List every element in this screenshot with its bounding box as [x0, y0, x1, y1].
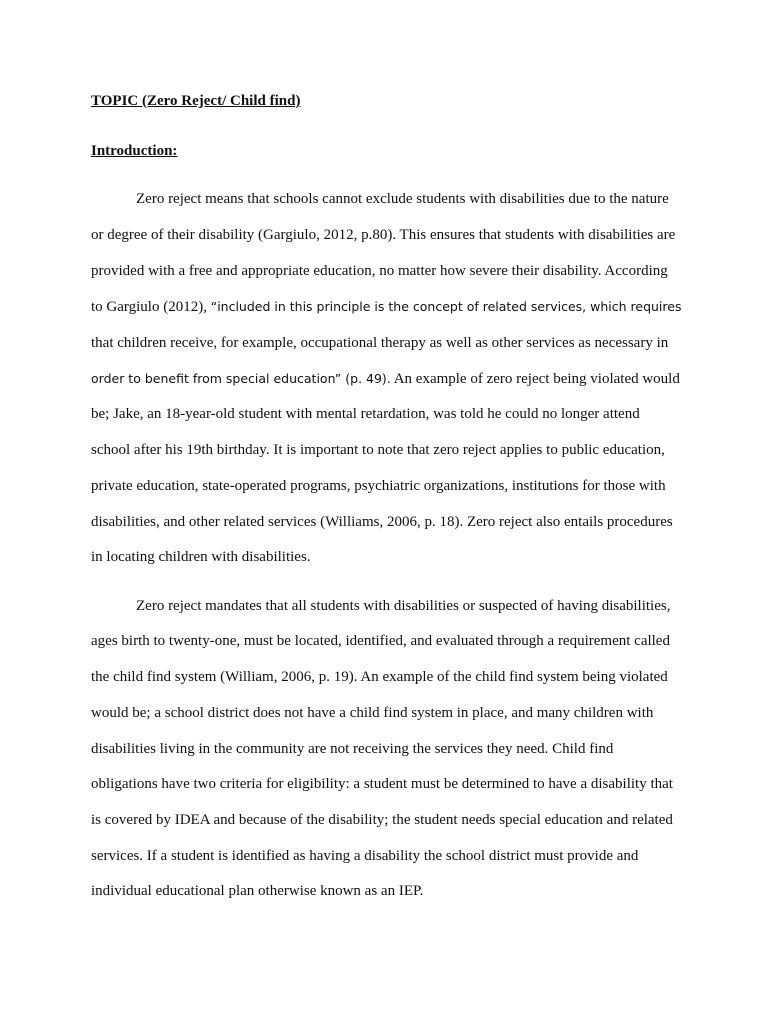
paragraph-1-line-9: private education, state-operated programs, psychiatric organizations, institutions for those with [91, 478, 666, 494]
paragraph-1-line-7: be; Jake, an 18-year-old student with mental retardation, was told he could no longer attend [91, 406, 640, 422]
paragraph-2-line-1: Zero reject mandates that all students with disabilities or suspected of having disabilities, [136, 598, 671, 614]
paragraph-1-line-4 [91, 298, 681, 316]
paragraph-1-line-1: Zero reject means that schools cannot exclude students with disabilities due to the nature [136, 191, 669, 207]
paragraph-2-line-7: is covered by IDEA and because of the disability; the student needs special education and related [91, 812, 673, 828]
document-title: TOPIC (Zero Reject/ Child find) [91, 93, 301, 109]
paragraph-2-line-4: would be; a school district does not have a child find system in place, and many children with [91, 705, 654, 721]
paragraph-1-line-10: disabilities, and other related services (Williams, 2006, p. 18). Zero reject also entails procedures [91, 514, 673, 530]
paragraph-1-line-6 [91, 370, 680, 388]
paragraph-1-line-8: school after his 19th birthday. It is important to note that zero reject applies to public education, [91, 442, 665, 458]
paragraph-2-line-6: obligations have two criteria for eligibility: a student must be determined to have a disability that [91, 776, 673, 792]
paragraph-2-line-9: individual educational plan otherwise known as an IEP. [91, 883, 424, 899]
paragraph-1-line-6-text: An example of zero reject being violated would [390, 371, 680, 387]
paragraph-2-line-2: ages birth to twenty-one, must be located, identified, and evaluated through a requirement called [91, 633, 670, 649]
paragraph-1-line-3: provided with a free and appropriate education, no matter how severe their disability. According [91, 263, 668, 279]
quotation-text: “included in this principle is the concept of related services, which requires [210, 299, 682, 314]
paragraph-1-line-4-text: to Gargiulo (2012), [91, 299, 211, 315]
section-heading: Introduction: [91, 143, 178, 159]
paragraph-1-line-11: in locating children with disabilities. [91, 549, 311, 565]
paragraph-1-line-5: that children receive, for example, occupational therapy as well as other services as necessary in [91, 335, 669, 351]
paragraph-2-line-5: disabilities living in the community are not receiving the services they need. Child find [91, 741, 614, 757]
quotation-end-text: order to benefit from special education” (p. 49). [91, 371, 391, 386]
paragraph-2-line-8: services. If a student is identified as having a disability the school district must provide and [91, 848, 639, 864]
paragraph-1-line-2: or degree of their disability (Gargiulo, 2012, p.80). This ensures that students with disabilities are [91, 227, 676, 243]
paragraph-2-line-3: the child find system (William, 2006, p. 19). An example of the child find system being violated [91, 669, 668, 685]
